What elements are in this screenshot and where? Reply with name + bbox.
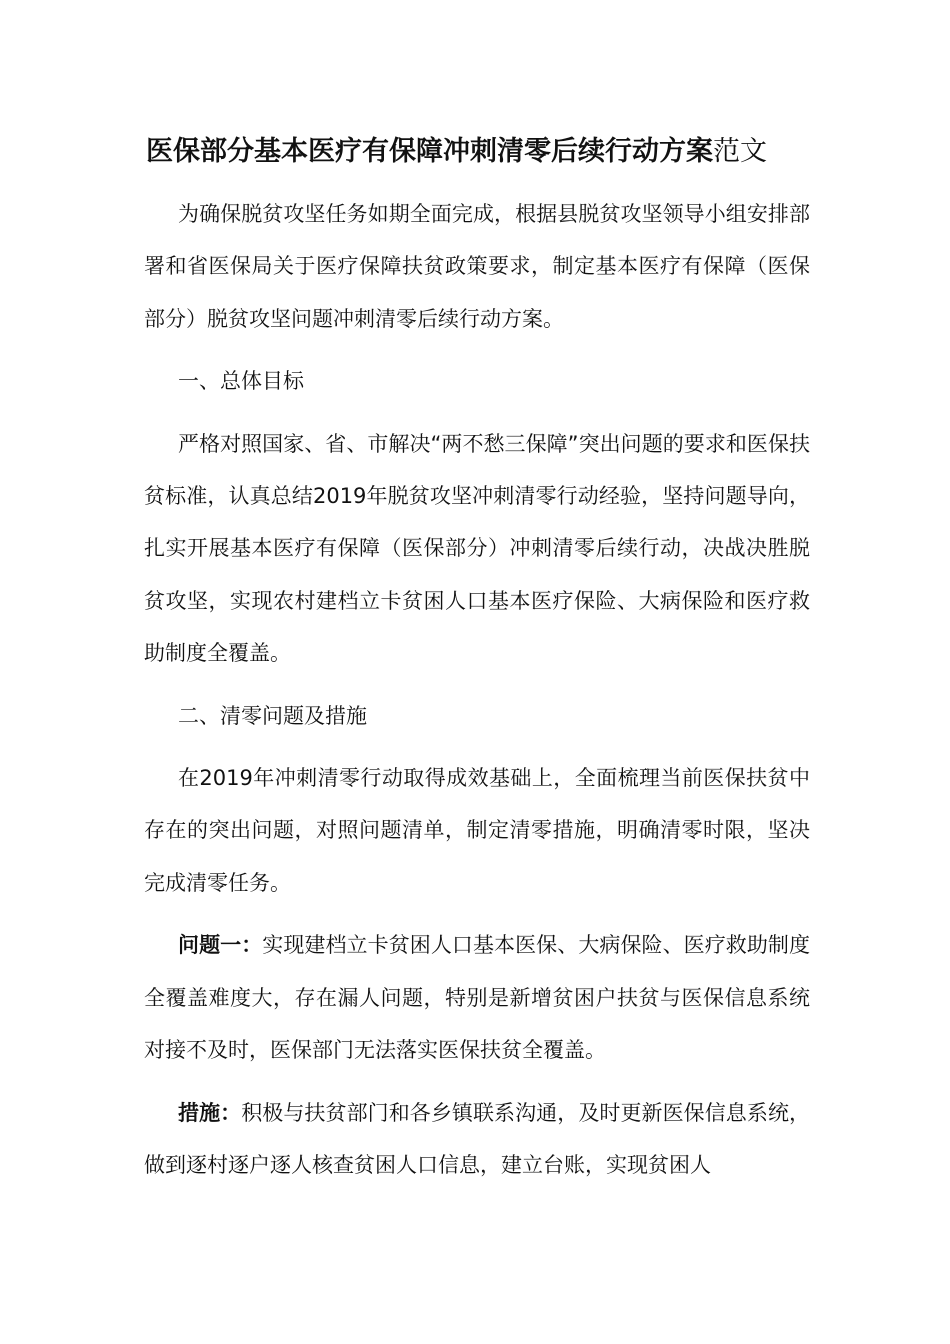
section-heading-problems-measures: [144, 690, 810, 742]
heading-text: 二、清零问题及措施: [178, 703, 367, 728]
title-suffix: 范文: [713, 136, 767, 167]
problem-label: 问题一：: [178, 933, 263, 958]
section-heading-overall-goal: [144, 355, 810, 407]
paragraph-text: 严格对照国家、省、市解决“两不愁三保障”突出问题的要求和医保扶贫标准，认真总结2019年脱贫攻坚冲刺清零行动经验，坚持问题导向，扎实开展基本医疗有保障（医保部分）冲刺清零后续行动，决战决胜脱贫攻坚，实现农村建档立卡贫困人口基本医疗保险、大病保险和医疗救助制度全覆盖。: [144, 431, 810, 666]
paragraph-problem-one: [144, 919, 810, 1076]
paragraph-text: 在2019年冲刺清零行动取得成效基础上，全面梳理当前医保扶贫中存在的突出问题，对照问题清单，制定清零措施，明确清零时限，坚决完成清零任务。: [144, 766, 810, 895]
measures-label: 措施：: [178, 1100, 242, 1125]
heading-text: 一、总体目标: [178, 369, 304, 394]
paragraph-goal: [144, 418, 810, 680]
paragraph-text: 积极与扶贫部门和各乡镇联系沟通，及时更新医保信息系统，做到逐村逐户逐人核查贫困人口信息，建立台账，实现贫困人: [144, 1100, 811, 1177]
paragraph-intro: [144, 188, 810, 345]
document-body: [144, 188, 810, 1201]
paragraph-measures: [144, 1087, 810, 1192]
document-title: [146, 132, 826, 172]
paragraph-overview: [144, 752, 810, 909]
paragraph-text: 为确保脱贫攻坚任务如期全面完成，根据县脱贫攻坚领导小组安排部署和省医保局关于医疗保障扶贫政策要求，制定基本医疗有保障（医保部分）脱贫攻坚问题冲刺清零后续行动方案。: [144, 202, 810, 331]
paragraph-text: 实现建档立卡贫困人口基本医保、大病保险、医疗救助制度全覆盖难度大，存在漏人问题，特别是新增贫困户扶贫与医保信息系统对接不及时，医保部门无法落实医保扶贫全覆盖。: [144, 933, 811, 1063]
title-main: 医保部分基本医疗有保障冲刺清零后续行动方案: [146, 136, 713, 167]
